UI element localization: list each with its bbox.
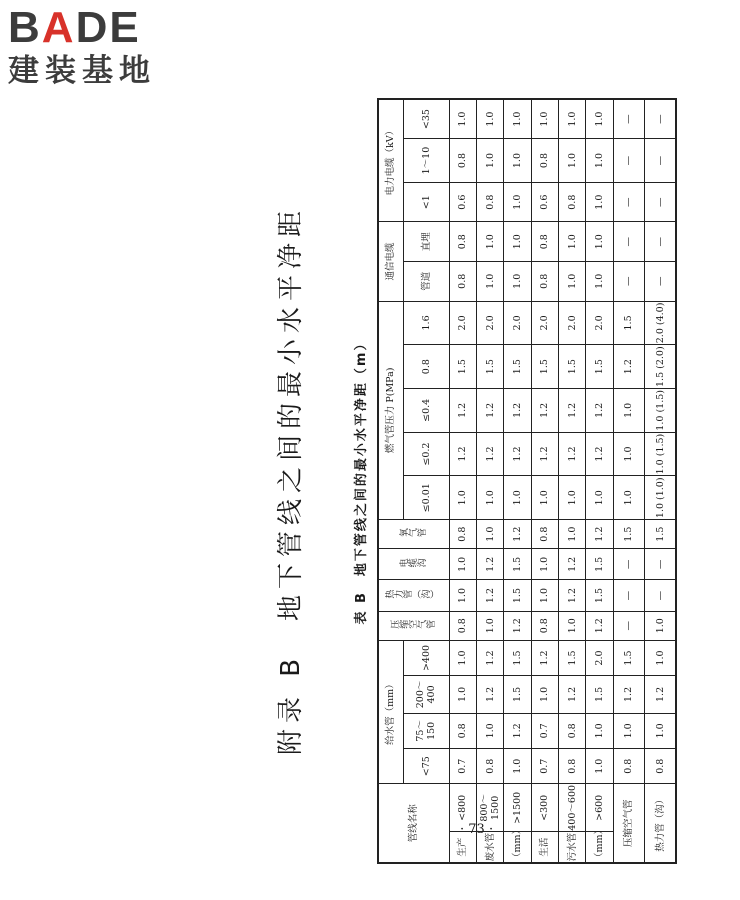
table-row (531, 99, 558, 863)
header-power-col: 1～10 (403, 139, 449, 183)
table-cell: 0.8 (531, 139, 558, 183)
table-cell: 1.0 (477, 222, 504, 262)
table-cell: 0.8 (558, 713, 585, 748)
header-gas-col: 0.8 (403, 345, 449, 389)
table-cell: 1.0 (449, 549, 476, 580)
header-ws-col: <75 (403, 749, 449, 784)
table-cell: — (645, 99, 677, 139)
table-cell: 1.0 (449, 676, 476, 713)
table-cell: 0.8 (645, 749, 677, 784)
table-cell: 1.5 (613, 640, 644, 675)
table-cell: 1.5 (504, 549, 531, 580)
table-cell: — (613, 139, 644, 183)
table-cell: 1.2 (477, 676, 504, 713)
header-power: 电力电缆（kV） (378, 99, 403, 222)
table-cell: 1.5 (504, 345, 531, 389)
table-cell: 1.0 (477, 476, 504, 520)
logo (8, 4, 180, 90)
table-row (449, 99, 476, 863)
table-cell: 1.5 (558, 640, 585, 675)
row-label: 压缩空气管 (613, 784, 644, 863)
table-cell: 1.0 (586, 476, 613, 520)
table-cell: 1.2 (558, 389, 585, 433)
table-cell: 2.0 (586, 640, 613, 675)
logo-subtitle: 建装基地 (8, 53, 156, 89)
header-water-supply: 给水管（mm） (378, 640, 403, 784)
row-group-label: 废水管 (477, 832, 504, 863)
table-cell: 1.5 (2.0) (645, 345, 677, 389)
table-cell: — (645, 549, 677, 580)
table-cell: 0.6 (449, 182, 476, 222)
table-cell: 1.2 (586, 611, 613, 640)
table-cell: — (613, 222, 644, 262)
appendix-title: 附录 B 地下管线之间的最小水平净距 (276, 204, 306, 756)
table-cell: 1.0 (558, 222, 585, 262)
table-cell: 1.5 (586, 345, 613, 389)
table-cell: 1.2 (558, 549, 585, 580)
table-cell: 0.8 (449, 222, 476, 262)
table-cell: 1.0 (558, 611, 585, 640)
table-cell: 2.0 (504, 301, 531, 345)
table-cell: 1.0 (586, 139, 613, 183)
header-telecom: 通信电缆 (378, 222, 403, 301)
table-body (449, 99, 676, 863)
table-cell: 1.0 (477, 139, 504, 183)
table-cell: — (645, 182, 677, 222)
table-cell: 1.5 (613, 301, 644, 345)
table-cell: 1.0 (449, 640, 476, 675)
table-cell: 1.2 (558, 676, 585, 713)
table-cell: 1.0 (586, 749, 613, 784)
table-cell: 1.0 (504, 262, 531, 302)
table-row (586, 99, 613, 863)
table-cell: 1.0 (586, 99, 613, 139)
table-cell: 1.0 (504, 222, 531, 262)
table-row (613, 99, 644, 863)
table-cell: — (645, 222, 677, 262)
table-cell: 1.5 (531, 345, 558, 389)
table-cell: 0.8 (449, 262, 476, 302)
table-cell: 2.0 (449, 301, 476, 345)
table-caption: 表 B 地下管线之间的最小水平净距（m） (354, 335, 369, 625)
header-telecom-col: 管道 (403, 262, 449, 302)
table-cell: — (613, 580, 644, 611)
table-cell: 1.0 (1.0) (645, 476, 677, 520)
row-group-label: 污水管 (558, 832, 585, 863)
table-cell: 0.8 (531, 222, 558, 262)
row-label: 热力管（沟） (645, 784, 677, 863)
table-cell: 1.0 (586, 262, 613, 302)
table-cell: 2.0 (531, 301, 558, 345)
table-cell: 0.8 (531, 520, 558, 549)
table-cell: 1.2 (558, 580, 585, 611)
table-cell: 1.2 (449, 389, 476, 433)
table-cell: 1.0 (613, 432, 644, 476)
table-row (645, 99, 677, 863)
table-cell: 1.0 (504, 182, 531, 222)
table-cell: — (613, 611, 644, 640)
table-cell: 1.0 (531, 99, 558, 139)
header-ws-col: 75～150 (403, 713, 449, 748)
table-cell: 0.8 (531, 262, 558, 302)
table-cell: 1.2 (558, 432, 585, 476)
table-cell: 1.0 (613, 389, 644, 433)
table-cell: 1.0 (504, 139, 531, 183)
table-cell: 0.8 (477, 182, 504, 222)
row-label: 400～600 (558, 784, 585, 832)
table-cell: 1.2 (504, 432, 531, 476)
page-number: · 73 · (460, 822, 494, 837)
table-cell: 1.2 (586, 389, 613, 433)
header-ws-col: >400 (403, 640, 449, 675)
table-cell: 1.5 (586, 549, 613, 580)
table-cell: 1.0 (477, 99, 504, 139)
header-gas: 燃气管压力 P(MPa) (378, 301, 403, 520)
table-cell: 1.0 (531, 580, 558, 611)
header-pipe-name: 管线名称 (378, 784, 449, 863)
table-cell: — (645, 139, 677, 183)
table-cell: 1.0 (504, 749, 531, 784)
header-power-col: <35 (403, 99, 449, 139)
table-row (558, 99, 585, 863)
table-cell: 1.0 (477, 520, 504, 549)
header-gas-col: ≤0.01 (403, 476, 449, 520)
table-cell: 1.2 (504, 713, 531, 748)
rotated-page-content (260, 90, 740, 870)
table-cell: 1.5 (449, 345, 476, 389)
table-cell: — (645, 262, 677, 302)
row-label: <800 (449, 784, 476, 832)
header-compressed-air: 压缩空气管 (378, 611, 449, 640)
table-cell: 1.0 (586, 182, 613, 222)
table-cell: 0.8 (558, 749, 585, 784)
table-cell: 1.0 (558, 262, 585, 302)
row-group-label: （mm） (504, 832, 531, 863)
table-cell: 1.2 (613, 345, 644, 389)
table-cell: 1.2 (586, 520, 613, 549)
table-cell: 0.8 (449, 520, 476, 549)
table-cell: 1.0 (1.5) (645, 432, 677, 476)
table-cell: 1.2 (531, 389, 558, 433)
table-cell: 2.0 (477, 301, 504, 345)
row-group-label: 生活 (531, 832, 558, 863)
header-gas-col: 1.6 (403, 301, 449, 345)
table-cell: 1.5 (586, 580, 613, 611)
table-cell: 1.0 (477, 713, 504, 748)
table-row (504, 99, 531, 863)
table-cell: 1.5 (586, 676, 613, 713)
table-cell: 2.0 (586, 301, 613, 345)
table-cell: 1.0 (531, 476, 558, 520)
table-cell: 1.2 (504, 611, 531, 640)
table-row (477, 99, 504, 863)
header-cable-trench: 电缆沟 (378, 549, 449, 580)
table-cell: 1.0 (449, 476, 476, 520)
table-cell: 2.0 (558, 301, 585, 345)
table-cell: 1.0 (645, 713, 677, 748)
header-oxygen: 氧气管 (378, 520, 449, 549)
table-cell: 0.6 (531, 182, 558, 222)
table-cell: 0.7 (449, 749, 476, 784)
row-label: >600 (586, 784, 613, 832)
header-heat: 热力管（沟） (378, 580, 449, 611)
table-cell: 1.0 (504, 99, 531, 139)
table-cell: 1.2 (449, 432, 476, 476)
table-cell: 1.2 (504, 389, 531, 433)
table-cell: 1.2 (504, 520, 531, 549)
table-cell: 0.8 (531, 611, 558, 640)
table-cell: 1.2 (586, 432, 613, 476)
table-cell: 1.0 (586, 222, 613, 262)
table-cell: 1.0 (449, 580, 476, 611)
table-cell: 1.2 (477, 389, 504, 433)
table-cell: 1.0 (558, 99, 585, 139)
distance-table (377, 98, 677, 864)
table-cell: 1.2 (645, 676, 677, 713)
table-cell: 1.2 (477, 580, 504, 611)
table-cell: 1.2 (477, 640, 504, 675)
table-cell: 0.8 (613, 749, 644, 784)
table-cell: 1.0 (531, 676, 558, 713)
table-cell: 1.0 (613, 713, 644, 748)
table-cell: 1.0 (558, 520, 585, 549)
logo-wordmark: BADE (8, 3, 141, 52)
table-cell: 2.0 (4.0) (645, 301, 677, 345)
table-cell: 1.5 (504, 640, 531, 675)
table-cell: 1.2 (531, 640, 558, 675)
table-cell: 1.0 (531, 549, 558, 580)
table-cell: — (613, 549, 644, 580)
row-group-label: 生产 (449, 832, 476, 863)
table-cell: 1.0 (1.5) (645, 389, 677, 433)
header-telecom-col: 直埋 (403, 222, 449, 262)
table-cell: — (613, 99, 644, 139)
row-label: <300 (531, 784, 558, 832)
table-cell: 1.0 (558, 139, 585, 183)
table-cell: 1.2 (477, 432, 504, 476)
table-cell: — (613, 182, 644, 222)
table-cell: — (645, 580, 677, 611)
table-cell: 1.0 (613, 476, 644, 520)
header-ws-col: 200～400 (403, 676, 449, 713)
row-group-label: （mm） (586, 832, 613, 863)
table-cell: 1.5 (504, 676, 531, 713)
table-cell: 1.0 (645, 640, 677, 675)
table-cell: 0.8 (477, 749, 504, 784)
table-cell: 0.7 (531, 749, 558, 784)
row-label: >1500 (504, 784, 531, 832)
row-label: 800～1500 (477, 784, 504, 832)
table-cell: 0.7 (531, 713, 558, 748)
table-cell: 0.8 (558, 182, 585, 222)
table-cell: 1.0 (477, 611, 504, 640)
table-cell: 1.5 (477, 345, 504, 389)
table-cell: 1.0 (477, 262, 504, 302)
table-cell: 1.0 (645, 611, 677, 640)
table-cell: 1.2 (531, 432, 558, 476)
header-gas-col: ≤0.4 (403, 389, 449, 433)
table-cell: 1.2 (613, 676, 644, 713)
table-cell: 1.0 (558, 476, 585, 520)
header-gas-col: ≤0.2 (403, 432, 449, 476)
table-cell: 1.5 (504, 580, 531, 611)
table-cell: 1.0 (586, 713, 613, 748)
table-cell: 0.8 (449, 139, 476, 183)
table-cell: 1.0 (504, 476, 531, 520)
table-cell: 1.2 (477, 549, 504, 580)
table-cell: 0.8 (449, 713, 476, 748)
table-cell: 0.8 (449, 611, 476, 640)
header-power-col: <1 (403, 182, 449, 222)
table-cell: 1.5 (613, 520, 644, 549)
table-cell: 1.5 (645, 520, 677, 549)
table-cell: — (613, 262, 644, 302)
table-cell: 1.5 (558, 345, 585, 389)
table-cell: 1.0 (449, 99, 476, 139)
